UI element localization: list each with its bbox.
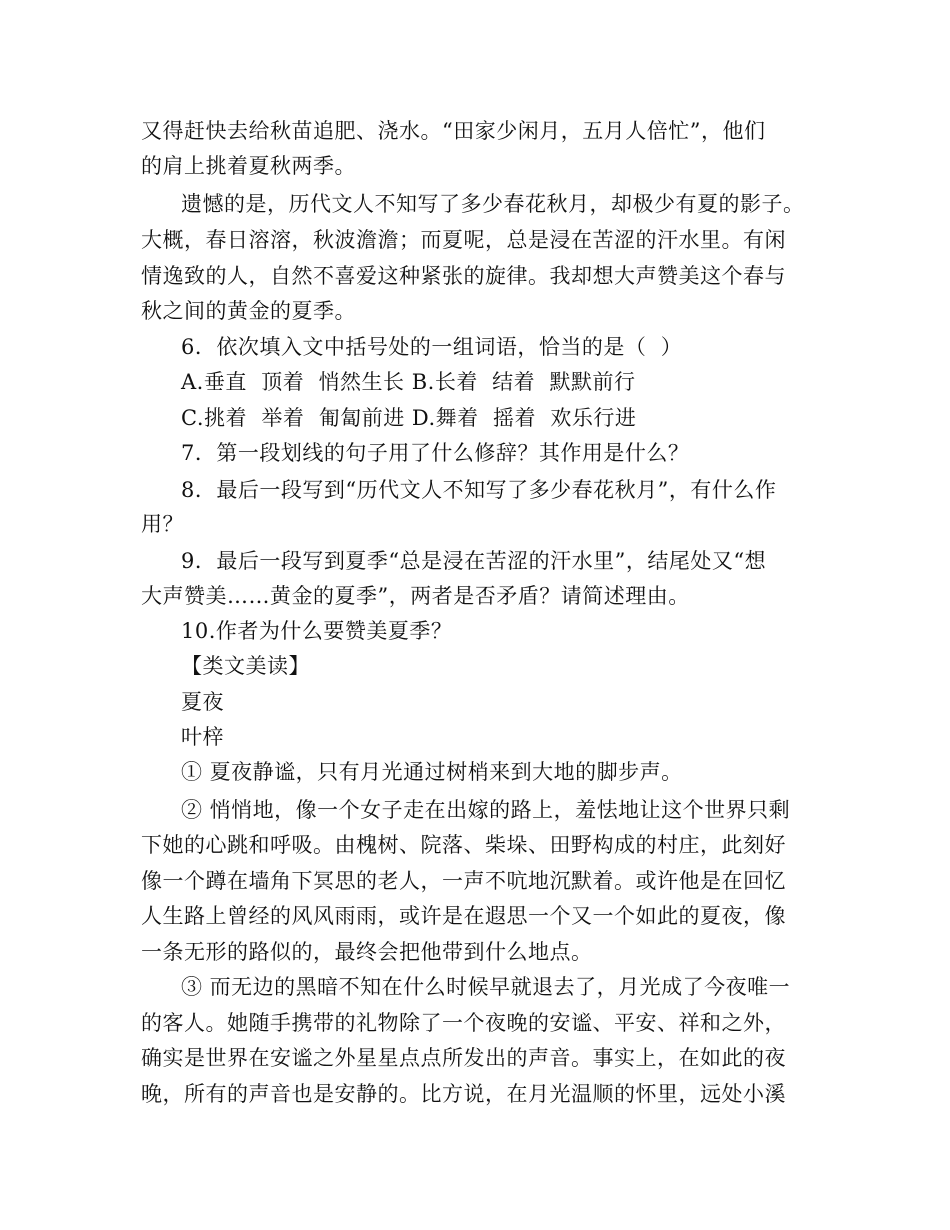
question-7: 7．第一段划线的句子用了什么修辞？其作用是什么？ bbox=[181, 441, 690, 465]
text-line: 秋之间的黄金的夏季。 bbox=[141, 299, 356, 323]
paragraph-3: ③ 而无边的黑暗不知在什么时候早就退去了，月光成了今夜唯一 bbox=[181, 975, 791, 999]
text-line: 遗憾的是，历代文人不知写了多少春花秋月，却极少有夏的影子。 bbox=[181, 192, 805, 216]
paragraph-1: ① 夏夜静谧，只有月光通过树梢来到大地的脚步声。 bbox=[181, 760, 683, 784]
text-line: 用？ bbox=[141, 512, 184, 536]
section-heading: 【类文美读】 bbox=[181, 654, 310, 678]
option-a-b: A.垂直 顶着 悄然生长 B.长着 结着 默默前行 bbox=[181, 370, 636, 394]
text-line: 的肩上挑着夏秋两季。 bbox=[141, 154, 356, 178]
text-line: 像一个蹲在墙角下冥思的老人，一声不吭地沉默着。或许他是在回忆 bbox=[141, 869, 786, 893]
text-line: 的客人。她随手携带的礼物除了一个夜晚的安谧、平安、祥和之外， bbox=[141, 1011, 786, 1035]
text-line: 晚，所有的声音也是安静的。比方说，在月光温顺的怀里，远处小溪 bbox=[141, 1082, 786, 1106]
text-line: 又得赶快去给秋苗追肥、浇水。“田家少闲月，五月人倍忙”，他们 bbox=[141, 119, 766, 143]
paragraph-2: ② 悄悄地，像一个女子走在出嫁的路上，羞怯地让这个世界只剩 bbox=[181, 798, 791, 822]
question-9: 9．最后一段写到夏季“总是浸在苦涩的汗水里”，结尾处又“想 bbox=[181, 549, 767, 573]
text-line: 情逸致的人，自然不喜爱这种紧张的旋律。我却想大声赞美这个春与 bbox=[141, 264, 786, 288]
question-8: 8．最后一段写到“历代文人不知写了多少春花秋月”，有什么作 bbox=[181, 478, 777, 502]
question-6: 6．依次填入文中括号处的一组词语，恰当的是（ ） bbox=[181, 335, 683, 359]
text-line: 大概，春日溶溶，秋波澹澹；而夏呢，总是浸在苦涩的汗水里。有闲 bbox=[141, 228, 786, 252]
text-line: 下她的心跳和呼吸。由槐树、院落、柴垛、田野构成的村庄，此刻好 bbox=[141, 833, 786, 857]
text-line: 大声赞美……黄金的夏季”，两者是否矛盾？请简述理由。 bbox=[141, 584, 690, 608]
article-title: 夏夜 bbox=[181, 690, 224, 714]
option-c-d: C.挑着 举着 匍匐前进 D.舞着 摇着 欢乐行进 bbox=[181, 406, 637, 430]
text-line: 一条无形的路似的，最终会把他带到什么地点。 bbox=[141, 940, 593, 964]
article-author: 叶梓 bbox=[181, 725, 224, 749]
text-line: 确实是世界在安谧之外星星点点所发出的声音。事实上，在如此的夜 bbox=[141, 1046, 786, 1070]
text-line: 人生路上曾经的风风雨雨，或许是在遐思一个又一个如此的夏夜，像 bbox=[141, 904, 786, 928]
question-10: 10.作者为什么要赞美夏季？ bbox=[181, 619, 453, 643]
